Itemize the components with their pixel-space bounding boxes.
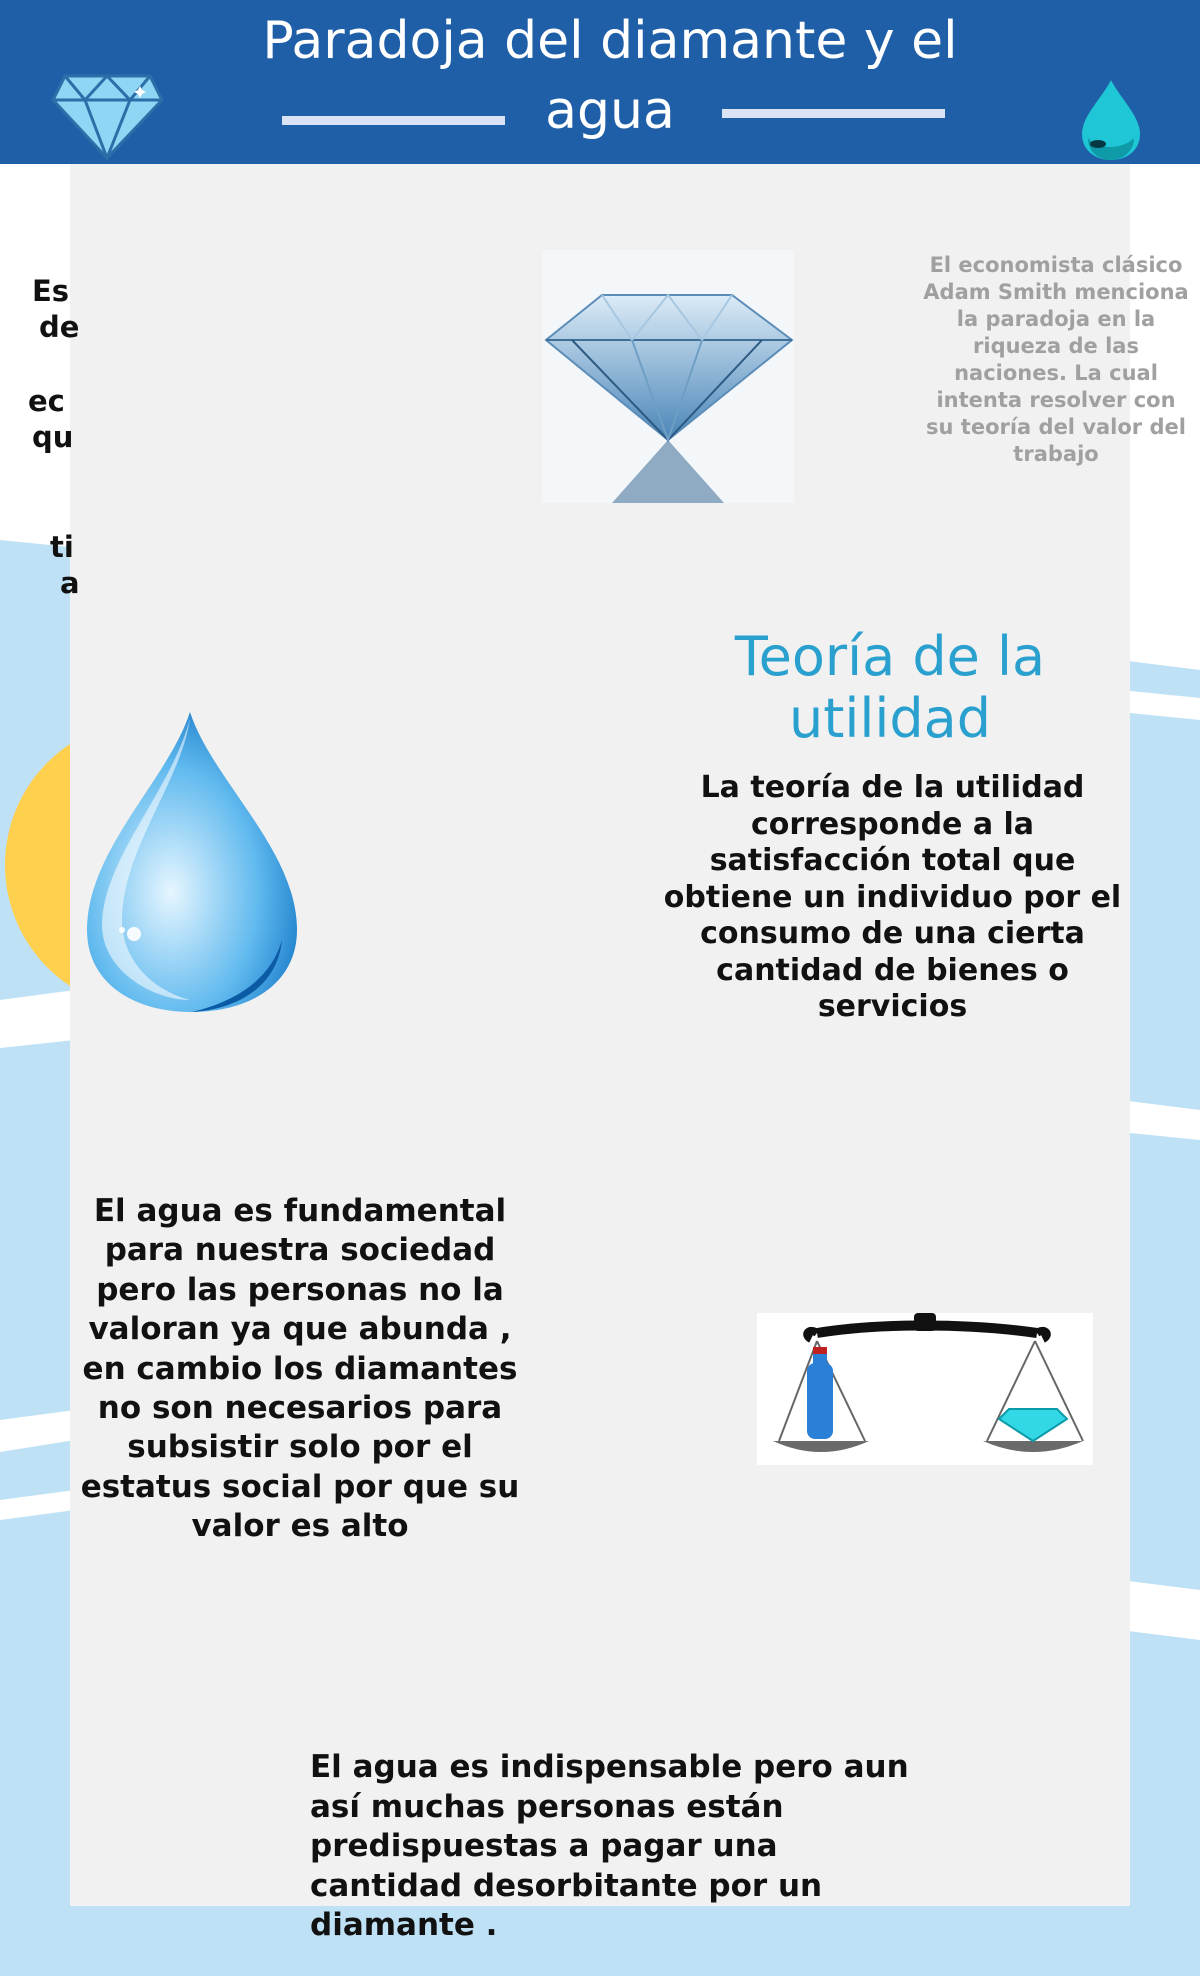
left-cut-text-1: Es <box>32 274 70 308</box>
balance-scale-image <box>757 1313 1093 1465</box>
left-cut-text-4: qu <box>32 420 74 454</box>
header-banner <box>0 0 1200 164</box>
left-cut-text-5: ti <box>50 530 74 564</box>
diamond-photo <box>542 250 794 503</box>
bottom-paragraph: El agua es indispensable pero aun así muchas personas están predispuestas a pagar una cantidad desorbitante por un diamante . <box>310 1749 909 1943</box>
left-cut-text-3: ec <box>28 384 65 418</box>
left-cut-text-2: de <box>39 310 80 344</box>
water-drop-icon <box>1078 78 1144 162</box>
utility-title: Teoría de la utilidad <box>734 625 1046 750</box>
water-drop-image <box>82 700 302 1018</box>
water-paragraph: El agua es fundamental para nuestra sociedad pero las personas no la valoran ya que abunda , en cambio los diamantes no son necesarios para subsistir solo por el estatus social por que su valor es alto <box>80 1193 520 1545</box>
diamond-icon <box>50 72 165 160</box>
left-cut-text-6: a <box>60 566 80 600</box>
page-title: Paradoja del diamante y el agua <box>262 11 958 141</box>
title-underline-right <box>722 109 945 118</box>
adam-smith-note: El economista clásico Adam Smith menciona la paradoja en la riqueza de las naciones. La cual intenta resolver con su teoría del valor del trabajo <box>923 253 1189 466</box>
title-underline-left <box>282 116 505 125</box>
utility-body: La teoría de la utilidad corresponde a la satisfacción total que obtiene un individuo por el consumo de una cierta cantidad de bienes o servicios <box>663 770 1122 1024</box>
